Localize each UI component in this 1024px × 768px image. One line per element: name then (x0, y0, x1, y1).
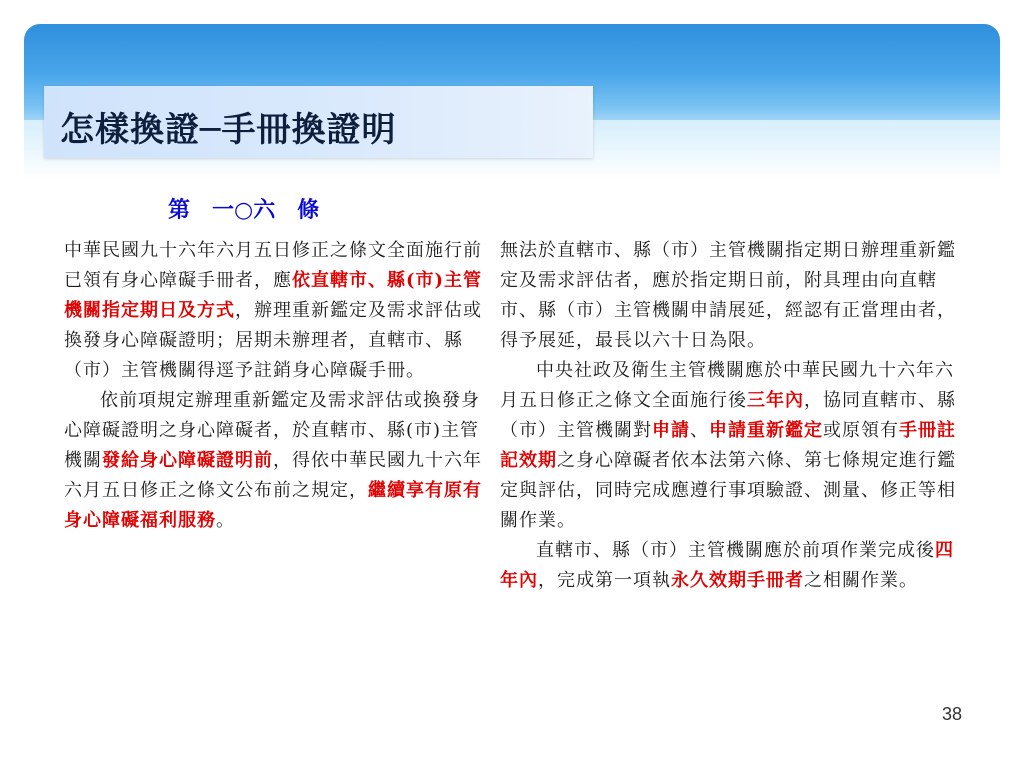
emphasis-text: 申請重新鑑定 (709, 420, 823, 441)
right-paragraph-2 (500, 356, 962, 536)
page-number: 38 (941, 704, 962, 724)
text-run: ，完成第一項執 (538, 570, 671, 591)
text-run: 之相關作業。 (804, 570, 918, 591)
text-run: 直轄市、縣（市）主管機關應於前項作業完成後 (536, 540, 935, 561)
text-run: ，辦理重新鑑定及需求評估或換發身心障礙證明；居期未辦理者，直轄市、縣（市）主管機關得逕予註銷身心障礙手冊。 (64, 300, 482, 381)
left-column (64, 236, 494, 536)
left-paragraph-2 (64, 386, 494, 536)
right-paragraph-3 (500, 536, 962, 596)
text-run: 中華民國九十六年六月五日修正之條文全面施行前已領有身心障礙手冊者，應 (64, 240, 482, 291)
text-run: ，協同直轄市、縣（市）主管機關對 (500, 390, 956, 441)
left-paragraph-1 (64, 236, 494, 386)
article-heading: 第 一○六 條 (168, 197, 320, 223)
right-paragraph-1: 無法於直轄市、縣（市）主管機關指定期日辦理重新鑑定及需求評估者，應於指定期日前，附具理由向直轄市、縣（市）主管機關申請展延，經認有正當理由者，得予展延，最長以六十日為限。 (500, 240, 956, 351)
emphasis-text: 申請 (652, 420, 690, 441)
emphasis-text: 發給身心障礙證明前 (102, 450, 273, 471)
emphasis-text: 繼續享有原有身心障礙福利服務 (64, 480, 482, 531)
emphasis-text: 手冊註記效期 (500, 420, 956, 471)
text-run: 或原領有 (823, 420, 899, 441)
emphasis-text: 依直轄市、縣(市)主管機關指定期日及方式 (64, 270, 483, 321)
slide-title: 怎樣換證─手冊換證明 (60, 110, 397, 150)
text-run: 依前項規定辦理重新鑑定及需求評估或換發身心障礙證明之身心障礙者，於直轄市、縣(市)主管機關 (64, 390, 480, 471)
text-run: 。 (216, 510, 235, 531)
right-column (500, 236, 962, 596)
text-run: 之身心障礙者依本法第六條、第七條規定進行鑑定與評估，同時完成應遵行事項驗證、測量、修正等相關作業。 (500, 450, 956, 531)
emphasis-text: 永久效期手冊者 (671, 570, 804, 591)
emphasis-text: 四年內 (500, 540, 954, 591)
emphasis-text: 三年內 (747, 390, 804, 411)
text-run: ，得依中華民國九十六年六月五日修正之條文公布前之規定， (64, 450, 482, 501)
text-run: 中央社政及衛生主管機關應於中華民國九十六年六月五日修正之條文全面施行後 (500, 360, 954, 411)
text-run: 、 (690, 420, 709, 441)
